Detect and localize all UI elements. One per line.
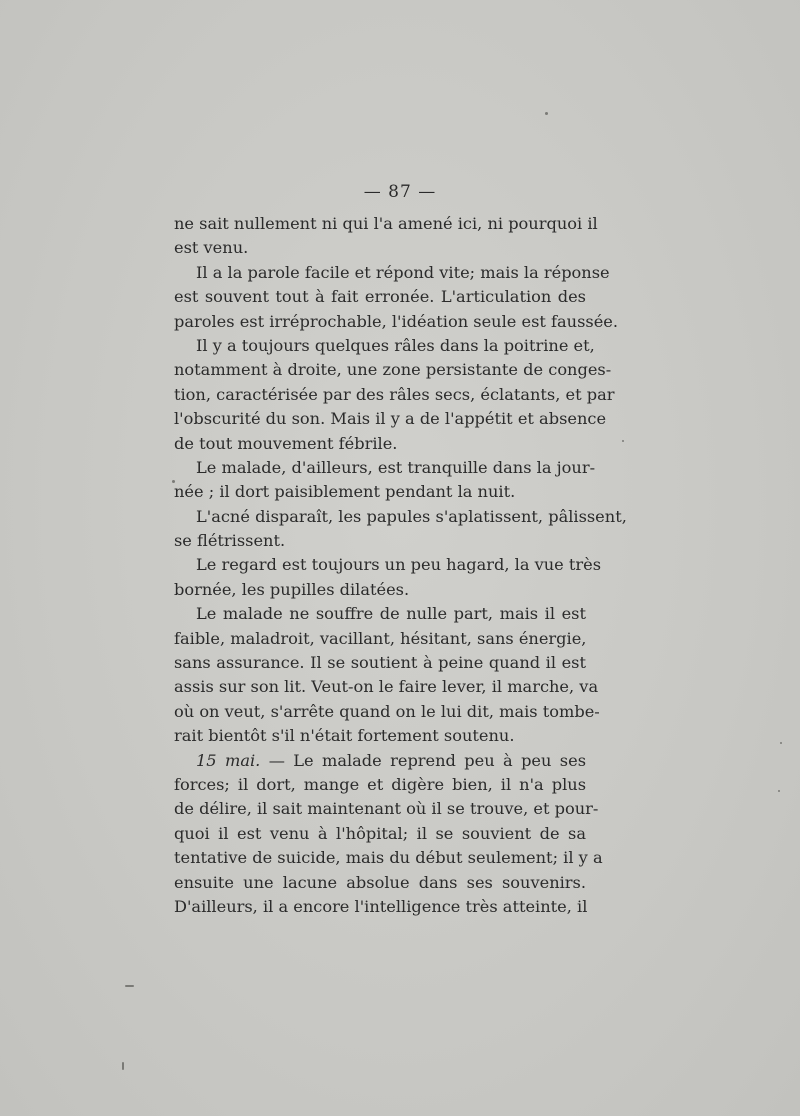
text-line: ne sait nullement ni qui l'a amené ici, ni pourquoi il [174,214,598,233]
text-line: l'obscurité du son. Mais il y a de l'appétit et absence [174,409,607,429]
text-line: assis sur son lit. Veut-on le faire lever, il marche, va [174,677,599,697]
text-line: paroles est irréprochable, l'idéation seule est faussée. [174,311,619,331]
text-line: est souvent tout à fait erronée. L'articulation des [174,287,586,307]
paper-speck [172,480,175,483]
text-line: née ; il dort paisiblement pendant la nuit. [174,482,516,502]
text-line-rest: — Le malade reprend peu à peu ses [268,750,587,770]
text-line: tion, caractérisée par des râles secs, éclatants, et par [174,384,615,404]
text-line: ensuite une lacune absolue dans ses souvenirs. [174,872,586,892]
text-line: Il a la parole facile et répond vite; mais la réponse [196,262,610,282]
text-line: est venu. [174,238,249,258]
paper-speck [122,1062,124,1070]
page-number: — 87 — [363,182,437,202]
text-line: notamment à droite, une zone persistante de conges- [174,360,612,380]
text-line: forces; il dort, mange et digère bien, il n'a plus [174,774,586,794]
text-line: Le regard est toujours un peu hagard, la vue très [196,555,602,575]
text-line: de délire, il sait maintenant où il se trouve, et pour- [174,799,599,819]
text-line: D'ailleurs, il a encore l'intelligence très atteinte, il [174,896,588,916]
body-text [174,212,627,919]
paper-speck [622,440,624,442]
paper-speck [125,985,134,987]
text-line: quoi il est venu à l'hôpital; il se souvient de sa [174,823,586,843]
text-line: sans assurance. Il se soutient à peine quand il est [174,653,586,673]
paper-speck [778,790,780,792]
text-line-dated [174,749,586,773]
text-line: Le malade, d'ailleurs, est tranquille dans la jour- [196,457,596,477]
text-line: de tout mouvement fébrile. [174,433,398,453]
text-line: Il y a toujours quelques râles dans la poitrine et, [196,335,595,355]
text-line: tentative de suicide, mais du début seulement; il y a [174,848,603,868]
text-line: faible, maladroit, vacillant, hésitant, sans énergie, [174,628,587,648]
text-line: bornée, les pupilles dilatées. [174,579,410,599]
paper-speck [780,742,782,744]
paper-speck [545,112,548,115]
text-line: Le malade ne souffre de nulle part, mais il est [196,604,586,624]
text-line: rait bientôt s'il n'était fortement soutenu. [174,726,515,746]
text-line: où on veut, s'arrête quand on le lui dit, mais tombe- [174,701,600,721]
text-line: L'acné disparaît, les papules s'aplatissent, pâlissent, [196,506,627,526]
text-line: se flétrissent. [174,531,286,551]
date-label: 15 mai. [196,750,261,770]
